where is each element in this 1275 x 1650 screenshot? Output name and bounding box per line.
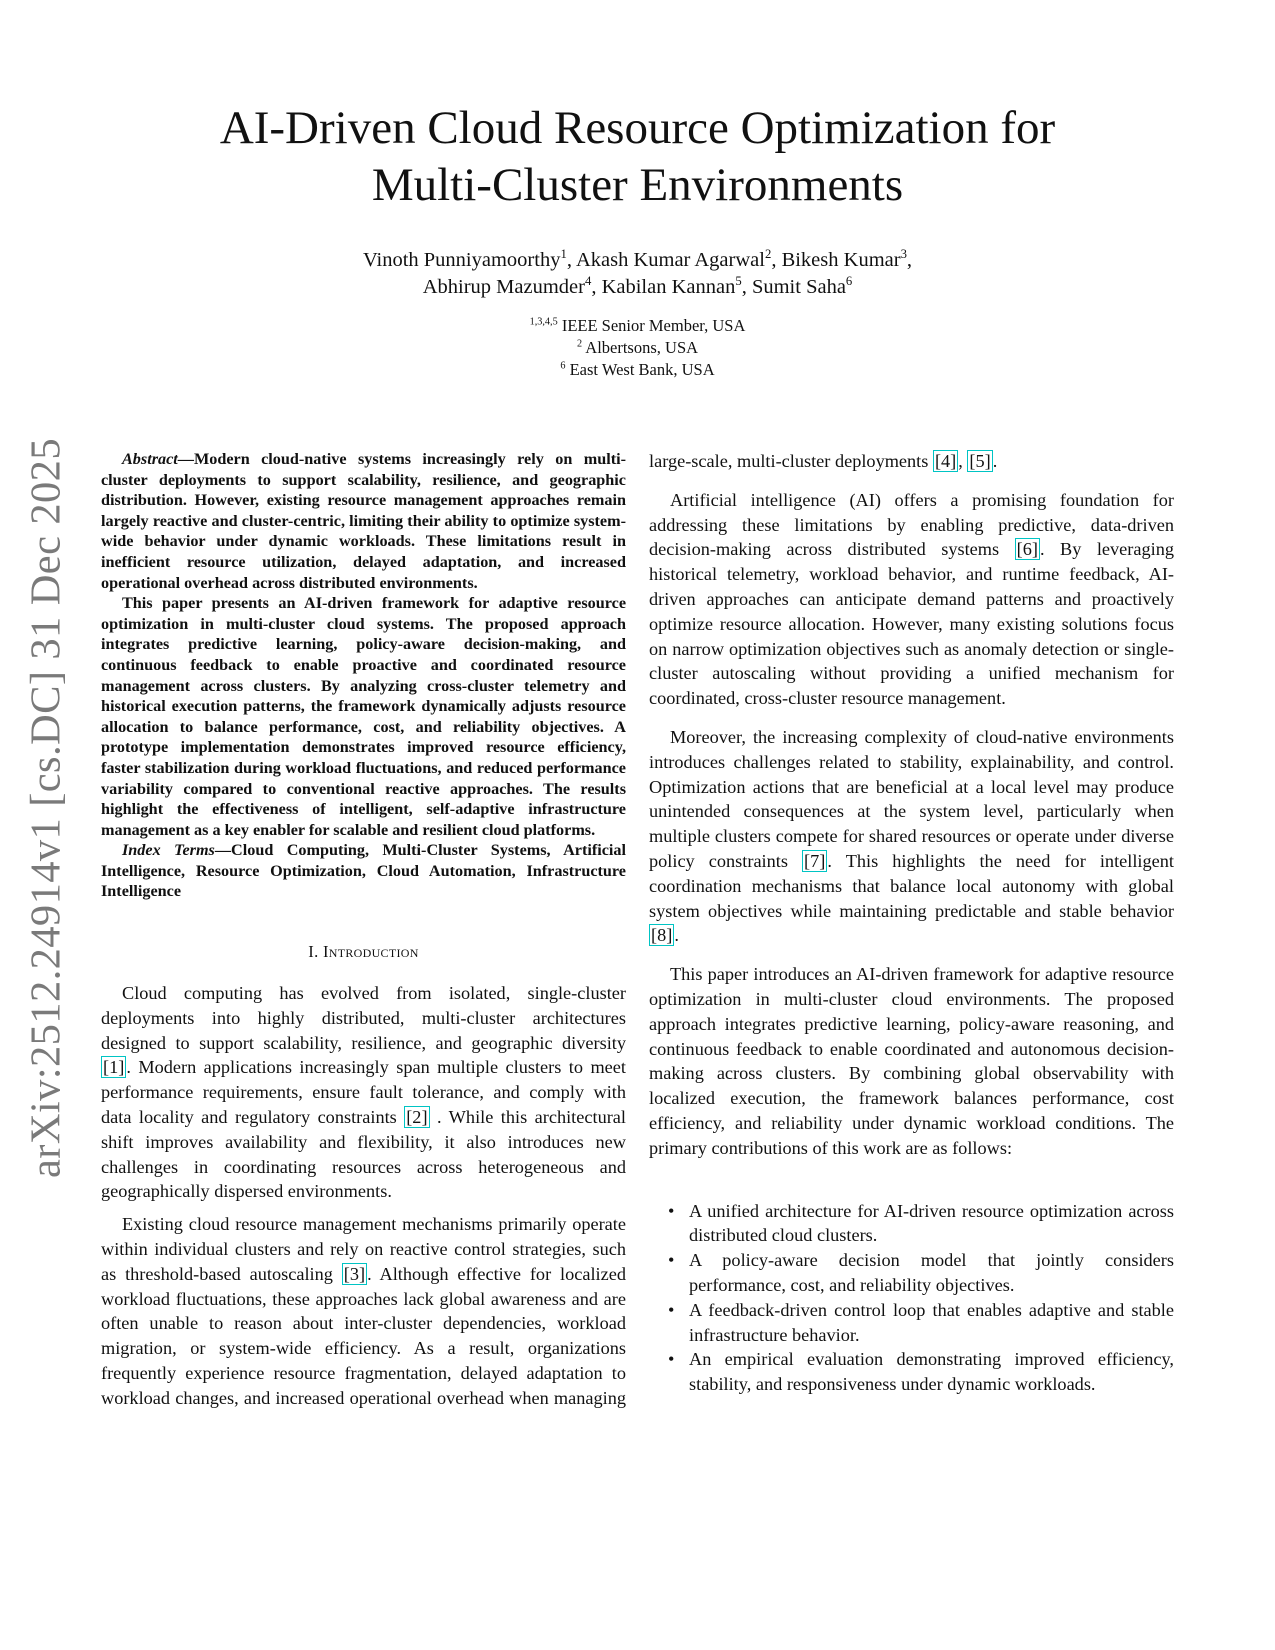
citation-link[interactable]: [3] [343, 1263, 366, 1284]
affiliation-mark: 1,3,4,5 [529, 316, 558, 328]
affiliation-line [100, 315, 1175, 337]
author-affil-mark: 3 [900, 247, 907, 262]
citation-link[interactable]: [8] [651, 925, 673, 946]
paragraph-text: Cloud computing has evolved from isolated, single-cluster deployments into highly distributed, multi-cluster architectures designed to support scalability, resilience, and geographic diversity [101, 983, 626, 1053]
citation-link[interactable]: [4] [934, 451, 957, 471]
intro-paragraph-3 [649, 488, 1174, 711]
contributions-list [649, 1199, 1174, 1397]
abstract-paragraph-2 [101, 593, 626, 840]
section-title: Introduction [322, 942, 419, 962]
intro-paragraph-4 [649, 725, 1174, 948]
author-affil-mark: 6 [845, 274, 853, 289]
paper-title [100, 100, 1175, 214]
affiliation-line [100, 337, 1175, 359]
paragraph-text: . [992, 451, 998, 471]
affiliation-mark: 6 [560, 360, 566, 372]
author-name: Sumit Saha [751, 276, 846, 298]
paragraph-text: . By leveraging historical telemetry, workload behavior, and runtime feedback, AI-driven approaches can anticipate demand patterns and proactively optimize resource allocation. However, many existing solutions focus on narrow optimization objectives such as anomaly detection or single-cluster autoscaling without providing a unified mechanism for coordinated, cross-cluster resource management. [649, 539, 1175, 709]
abstract-paragraph-1 [101, 449, 626, 593]
intro-paragraph-2-continued [649, 449, 1174, 474]
author-line-1: Vinoth Punniyamoorthy$^1$, Akash Kumar Agarwal$^2$, Bikesh Kumar$^3$, [362, 247, 913, 271]
author-affil-mark: 2 [764, 247, 772, 262]
intro-paragraph-1 [101, 981, 626, 1204]
paragraph-text: . [674, 925, 679, 946]
intro-paragraph-5 [649, 962, 1174, 1160]
citation-link[interactable]: [7] [804, 850, 826, 871]
title-line-1: AI-Driven Cloud Resource Optimization for [219, 102, 1056, 154]
contribution-item: • A feedback-driven control loop that enables adaptive and stable infrastructure behavior. [689, 1298, 1174, 1348]
contribution-item: • An empirical evaluation demonstrating improved efficiency, stability, and responsiveness under dynamic workloads. [689, 1347, 1174, 1397]
paragraph-text: , [958, 451, 968, 471]
left-column [101, 449, 626, 1419]
paragraph-text: Moreover, the increasing complexity of cloud-native environments introduces challenges related to stability, explainability, and control. Optimization actions that are beneficial at a local level may produce unintended consequences at the system level, particularly when multiple clusters compete for shared resources or operate under diverse policy constraints [649, 726, 1174, 871]
contribution-item: • A unified architecture for AI-driven resource optimization across distributed cloud clusters. [689, 1199, 1174, 1249]
abstract-label: Abstract [122, 450, 178, 468]
index-terms [101, 840, 626, 902]
paragraph-text: . Modern applications increasingly span multiple clusters to meet performance requirements, ensure fault tolerance, and comply with data locality and regulatory constraints [101, 1057, 626, 1128]
paragraph-text: large-scale, multi-cluster deployments [649, 451, 933, 471]
affiliation-line [100, 359, 1175, 381]
author-name: Akash Kumar Agarwal [575, 249, 765, 271]
affiliation-mark: 2 [576, 338, 583, 350]
author-name: Vinoth Punniyamoorthy [362, 249, 561, 271]
arxiv-identifier-text: arXiv:2512.24914v1 [cs.DC] 31 Dec 2025 [22, 437, 70, 1178]
citation-link[interactable]: [2] [406, 1107, 428, 1128]
abstract-text-2: This paper presents an AI-driven framework for adaptive resource optimization in multi-cluster cloud systems. The proposed approach integrates predictive learning, policy-aware decision-making, and continuous feedback to enable proactive and coordinated resource management across clusters. By analyzing cross-cluster telemetry and historical execution patterns, the framework dynamically adjusts resource allocation to balance performance, cost, and reliability objectives. A prototype implementation demonstrates improved resource efficiency, faster stabilization during workload fluctuations, and reduced performance variability compared to conventional reactive approaches. The results highlight the effectiveness of intelligent, self-adaptive infrastructure management as a key enabler for scalable and resilient cloud platforms. [101, 594, 626, 839]
paragraph-text: . Although effective for localized workload fluctuations, these approaches lack global awareness and are often unable to reason about inter-cluster dependencies, workload migration, or system-wide efficiency. As a result, organizations frequently experience resource fragmentation, delayed adaptation to workload changes, and increased operational overhead when managing [101, 1263, 626, 1408]
abstract-text-1: —Modern cloud-native systems increasingly rely on multi-cluster deployments to support scalability, resilience, and geographic distribution. However, existing resource management approaches remain largely reactive and cluster-centric, limiting their ability to optimize system-wide behavior under dynamic workloads. These limitations result in inefficient resource utilization, delayed adaptation, and increased operational overhead across distributed environments. [101, 450, 626, 592]
author-affil-mark: 4 [584, 274, 592, 289]
section-number: I. [308, 942, 319, 962]
right-column [649, 449, 1174, 1397]
title-line-2: Multi-Cluster Environments [371, 159, 904, 211]
arxiv-identifier-stamp [16, 430, 76, 1185]
paragraph-text: . While this architectural shift improves availability and flexibility, it also introduces new challenges in coordinating resources across heterogeneous and geographically dispersed environments. [101, 1107, 626, 1202]
paragraph-text: Artificial intelligence (AI) offers a promising foundation for addressing these limitations by enabling predictive, data-driven decision-making across distributed systems [649, 489, 1174, 560]
author-affil-mark: 1 [560, 247, 567, 262]
index-terms-text: —Cloud Computing, Multi-Cluster Systems, Artificial Intelligence, Resource Optimization, Cloud Automation, Infrastructure Intelligence [101, 841, 626, 901]
citation-link[interactable]: [1] [103, 1057, 125, 1078]
author-affil-mark: 5 [735, 274, 742, 289]
index-terms-label: Index Terms [122, 841, 215, 860]
affiliation-text: East West Bank, USA [569, 360, 715, 379]
author-line-2: Abhirup Mazumder$^4$, Kabilan Kannan$^5$, Sumit Saha$^6$ [422, 274, 853, 298]
author-name: Kabilan Kannan [601, 276, 736, 298]
contribution-item: • A policy-aware decision model that jointly considers performance, cost, and reliability objectives. [689, 1248, 1174, 1298]
section-heading-introduction [101, 942, 626, 962]
paragraph-text: This paper introduces an AI-driven framework for adaptive resource optimization in multi-cluster cloud environments. The proposed approach integrates predictive learning, policy-aware reasoning, and continuous feedback to enable coordinated and autonomous decision-making across clusters. By combining global observability with localized execution, the framework balances performance, cost efficiency, and reliability under dynamic workload conditions. The primary contributions of this work are as follows: [649, 964, 1174, 1158]
citation-link[interactable]: [6] [1016, 539, 1038, 560]
affiliation-text: IEEE Senior Member, USA [561, 316, 746, 335]
affiliation-list [100, 315, 1175, 381]
affiliation-text: Albertsons, USA [585, 338, 699, 357]
paragraph-text: . This highlights the need for intelligent coordination mechanisms that balance local autonomy with global system objectives while maintaining predictable and stable behavior [649, 850, 1174, 921]
author-name: Abhirup Mazumder [422, 276, 585, 298]
intro-paragraph-2 [101, 1212, 626, 1410]
citation-link[interactable]: [5] [969, 451, 991, 471]
paragraph-text: Existing cloud resource management mechanisms primarily operate within individual clusters and rely on reactive control strategies, such as threshold-based autoscaling [101, 1214, 626, 1284]
author-list [100, 247, 1175, 301]
author-name: Bikesh Kumar [781, 249, 901, 271]
